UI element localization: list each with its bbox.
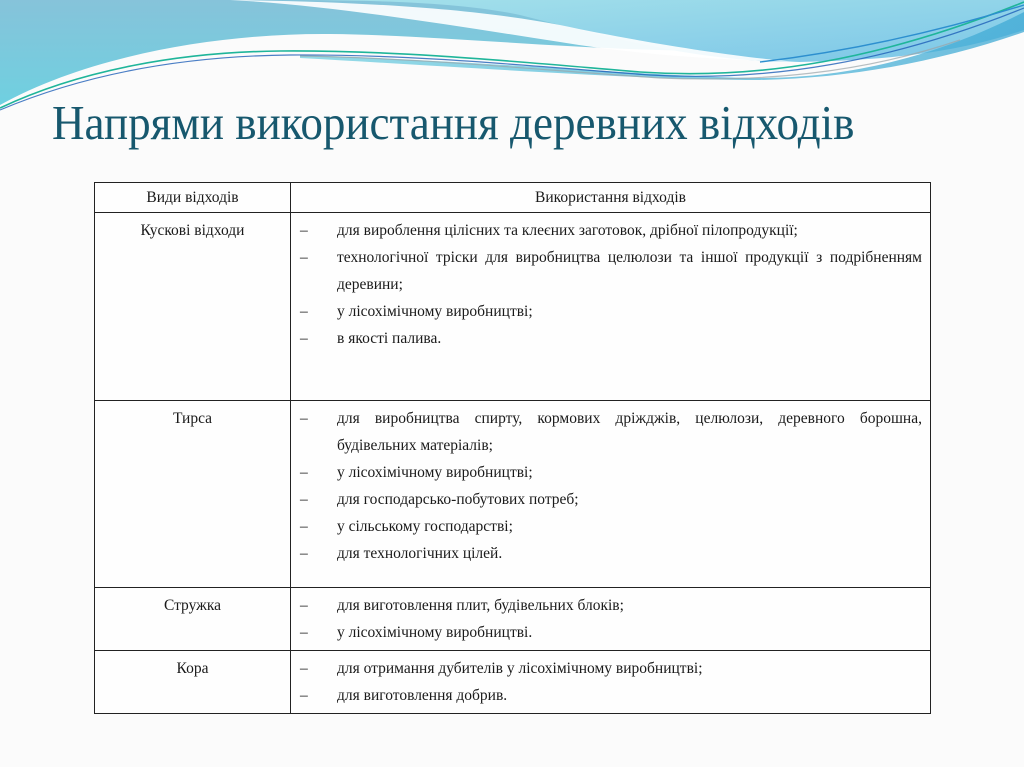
dash-bullet-icon: – (300, 624, 308, 641)
use-list (297, 592, 922, 646)
table-header-row (95, 183, 931, 213)
waste-type-cell: Кора (95, 651, 291, 714)
dash-bullet-icon: – (300, 464, 308, 481)
list-item (297, 486, 922, 513)
waste-use-cell (291, 213, 931, 401)
list-item (297, 592, 922, 619)
use-text: для отримання дубителів у лісохімічному виробництві; (337, 660, 703, 677)
use-list (297, 405, 922, 567)
dash-bullet-icon: – (300, 222, 308, 239)
waste-use-cell (291, 651, 931, 714)
dash-bullet-icon: – (300, 491, 308, 508)
header-waste-use: Використання відходів (291, 183, 931, 213)
table-row (95, 401, 931, 588)
list-item (297, 325, 922, 352)
use-list (297, 217, 922, 352)
table-row (95, 213, 931, 401)
list-item (297, 682, 922, 709)
list-item (297, 619, 922, 646)
use-text: для господарсько-побутових потреб; (337, 491, 579, 508)
dash-bullet-icon: – (300, 660, 308, 677)
dash-bullet-icon: – (300, 249, 308, 266)
waste-type-cell: Кускові відходи (95, 213, 291, 401)
use-text: для виготовлення плит, будівельних блоків; (337, 597, 624, 614)
use-list (297, 655, 922, 709)
waste-type-cell: Тирса (95, 401, 291, 588)
waste-usage-table (94, 182, 931, 714)
use-text: для виробництва спирту, кормових дріжджів, целюлози, деревного борошна, будівельних матеріалів; (337, 410, 922, 454)
dash-bullet-icon: – (300, 687, 308, 704)
table-row (95, 651, 931, 714)
use-text: для вироблення цілісних та клеєних заготовок, дрібної пілопродукції; (337, 222, 798, 239)
dash-bullet-icon: – (300, 597, 308, 614)
list-item (297, 217, 922, 244)
use-text: технологічної тріски для виробництва целюлози та іншої продукції з подрібненням деревини; (337, 249, 922, 293)
dash-bullet-icon: – (300, 330, 308, 347)
use-text: у сільському господарстві; (337, 518, 513, 535)
list-item (297, 459, 922, 486)
use-text: для технологічних цілей. (337, 545, 503, 562)
waste-type-cell: Стружка (95, 588, 291, 651)
use-text: для виготовлення добрив. (337, 687, 508, 704)
table-row (95, 588, 931, 651)
dash-bullet-icon: – (300, 303, 308, 320)
waste-use-cell (291, 588, 931, 651)
waste-use-cell (291, 401, 931, 588)
dash-bullet-icon: – (300, 518, 308, 535)
list-item (297, 244, 922, 298)
list-item (297, 655, 922, 682)
list-item (297, 298, 922, 325)
use-text: в якості палива. (337, 330, 442, 347)
header-waste-type: Види відходів (95, 183, 291, 213)
dash-bullet-icon: – (300, 410, 308, 427)
list-item (297, 540, 922, 567)
list-item (297, 513, 922, 540)
list-item (297, 405, 922, 459)
use-text: у лісохімічному виробництві; (337, 464, 533, 481)
dash-bullet-icon: – (300, 545, 308, 562)
use-text: у лісохімічному виробництві. (337, 624, 533, 641)
use-text: у лісохімічному виробництві; (337, 303, 533, 320)
slide-title: Напрями використання деревних відходів (52, 95, 855, 150)
